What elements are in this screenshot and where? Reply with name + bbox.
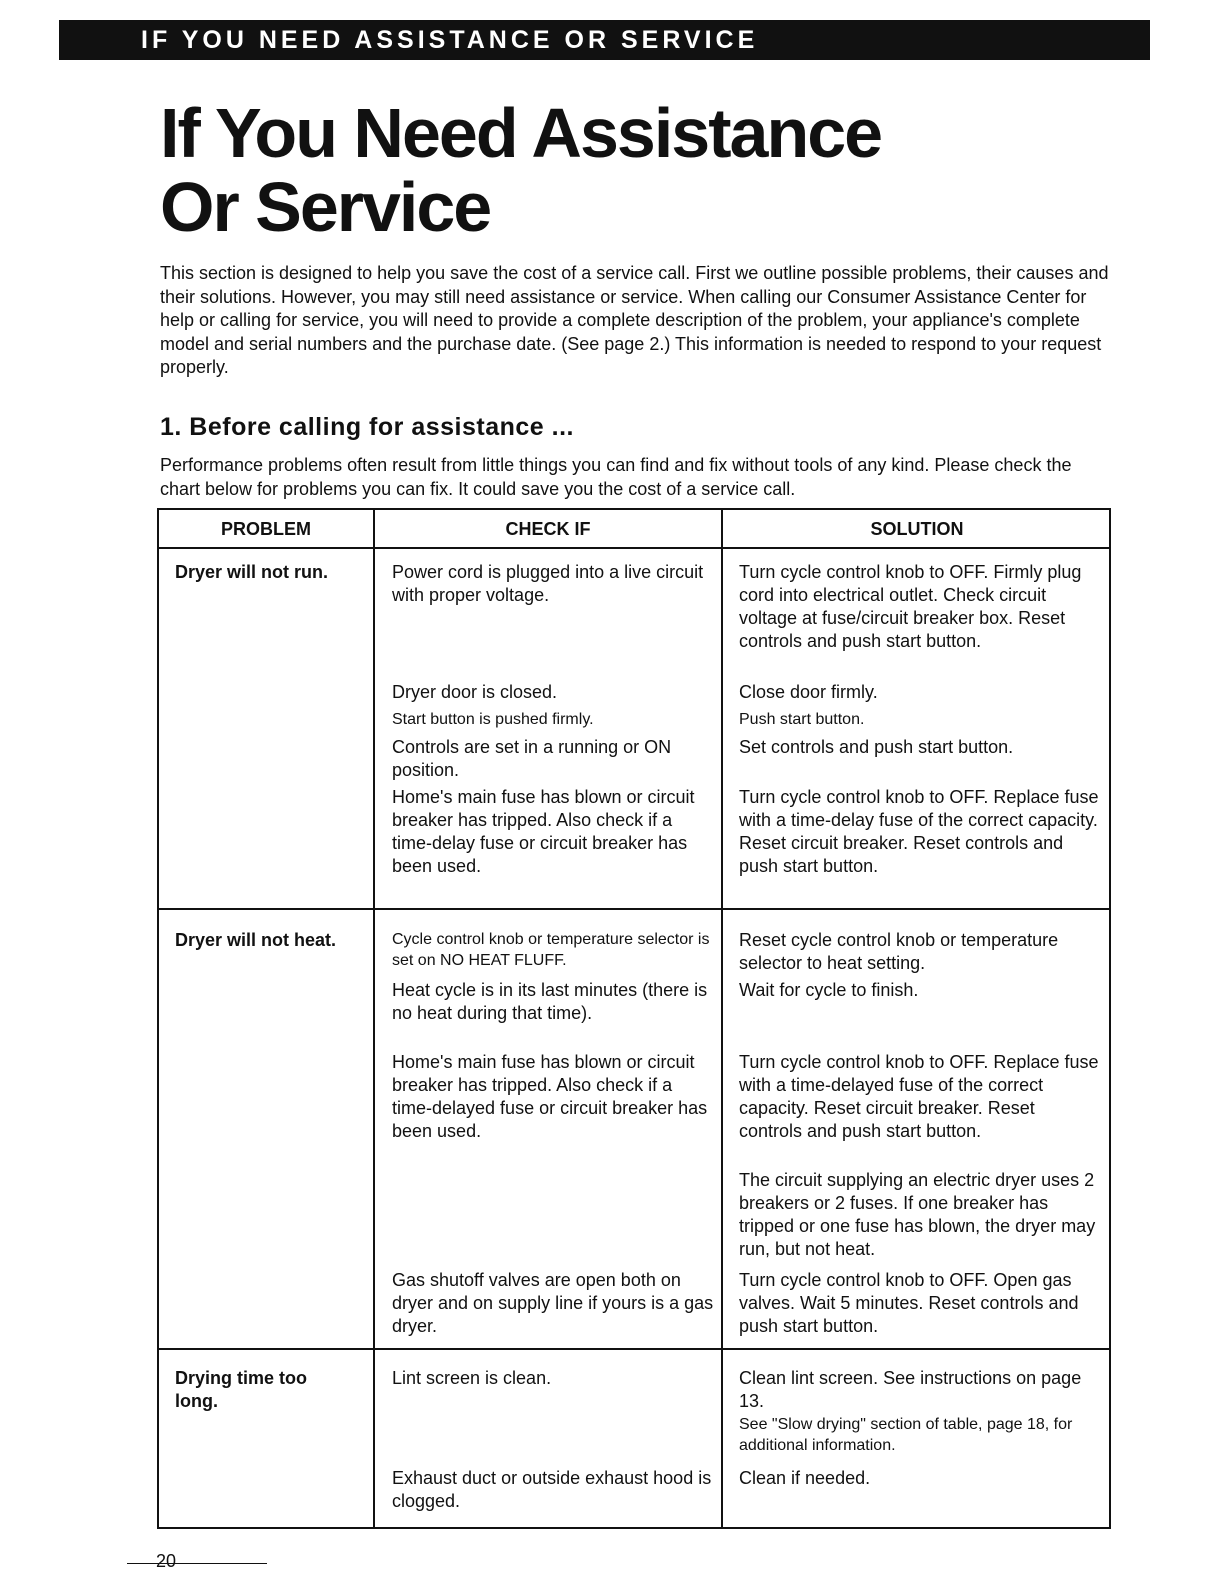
header-check-if: CHECK IF <box>505 519 591 539</box>
check-cell: Controls are set in a running or ON position. <box>392 737 672 780</box>
solution-cell: Reset cycle control knob or temperature selector to heat setting. <box>739 930 1059 973</box>
page-title <box>160 96 881 244</box>
check-cell: Power cord is plugged into a live circuit with proper voltage. <box>392 562 704 605</box>
group-divider <box>159 1348 1109 1350</box>
section-heading: 1. Before calling for assistance ... <box>160 413 574 441</box>
group-divider <box>159 908 1109 910</box>
troubleshooting-table <box>157 508 1111 1529</box>
check-cell: Dryer door is closed. <box>392 682 558 702</box>
solution-cell: Turn cycle control knob to OFF. Firmly plug cord into electrical outlet. Check circuit voltage at fuse/circuit breaker box. Reset controls and push start button. <box>739 562 1082 651</box>
footer-rule <box>127 1563 267 1564</box>
page-number: 20 <box>156 1551 177 1571</box>
header-solution: SOLUTION <box>870 519 964 539</box>
solution-cell: See "Slow drying" section of table, page 18, for additional information. <box>739 1416 1073 1454</box>
check-cell: Lint screen is clean. <box>392 1368 552 1388</box>
solution-cell: Push start button. <box>739 711 865 728</box>
solution-cell: Turn cycle control knob to OFF. Open gas valves. Wait 5 minutes. Reset controls and push start button. <box>739 1270 1079 1336</box>
column-divider <box>373 510 375 1527</box>
problem-cell: Dryer will not run. <box>175 562 329 582</box>
solution-cell: Close door firmly. <box>739 682 878 702</box>
solution-cell: Clean if needed. <box>739 1468 871 1488</box>
check-cell: Home's main fuse has blown or circuit breaker has tripped. Also check if a time-delay fuse or circuit breaker has been used. <box>392 787 695 876</box>
column-divider <box>721 510 723 1527</box>
solution-cell: Turn cycle control knob to OFF. Replace fuse with a time-delay fuse of the correct capacity. Reset circuit breaker. Reset controls and push start button. <box>739 787 1099 876</box>
solution-cell: Turn cycle control knob to OFF. Replace fuse with a time-delayed fuse of the correct capacity. Reset circuit breaker. Reset controls and push start button. <box>739 1052 1099 1141</box>
solution-cell: The circuit supplying an electric dryer uses 2 breakers or 2 fuses. If one breaker has tripped or one fuse has blown, the dryer may run, but not heat. <box>739 1170 1096 1259</box>
check-cell: Cycle control knob or temperature selector is set on NO HEAT FLUFF. <box>392 931 710 969</box>
check-cell: Gas shutoff valves are open both on dryer and on supply line if yours is a gas dryer. <box>392 1270 714 1336</box>
header-problem: PROBLEM <box>221 519 311 539</box>
check-cell: Exhaust duct or outside exhaust hood is clogged. <box>392 1468 712 1511</box>
check-cell: Home's main fuse has blown or circuit breaker has tripped. Also check if a time-delayed fuse or circuit breaker has been used. <box>392 1052 708 1141</box>
section-paragraph: Performance problems often result from little things you can find and fix without tools of any kind. Please check the chart below for problems you can fix. It could save you the cost of a service call. <box>160 455 1072 499</box>
problem-cell: Dryer will not heat. <box>175 930 337 950</box>
intro-paragraph: This section is designed to help you save the cost of a service call. First we outline possible problems, their causes and their solutions. However, you may still need assistance or service. When calling our Consumer Assistance Center for help or calling for service, you will need to provide a complete description of the problem, your appliance's complete model and serial numbers and the purchase date. (See page 2.) This information is needed to respond to your request properly. <box>160 263 1109 377</box>
section-banner: IF YOU NEED ASSISTANCE OR SERVICE <box>59 20 1150 60</box>
page-title-line2: Or Service <box>160 168 491 246</box>
problem-cell: Drying time too long. <box>175 1368 308 1411</box>
check-cell: Heat cycle is in its last minutes (there is no heat during that time). <box>392 980 708 1023</box>
check-cell: Start button is pushed firmly. <box>392 711 594 728</box>
solution-cell: Wait for cycle to finish. <box>739 980 919 1000</box>
page-title-line1: If You Need Assistance <box>160 94 882 172</box>
solution-cell: Set controls and push start button. <box>739 737 1014 757</box>
solution-cell: Clean lint screen. See instructions on page 13. <box>739 1368 1082 1411</box>
